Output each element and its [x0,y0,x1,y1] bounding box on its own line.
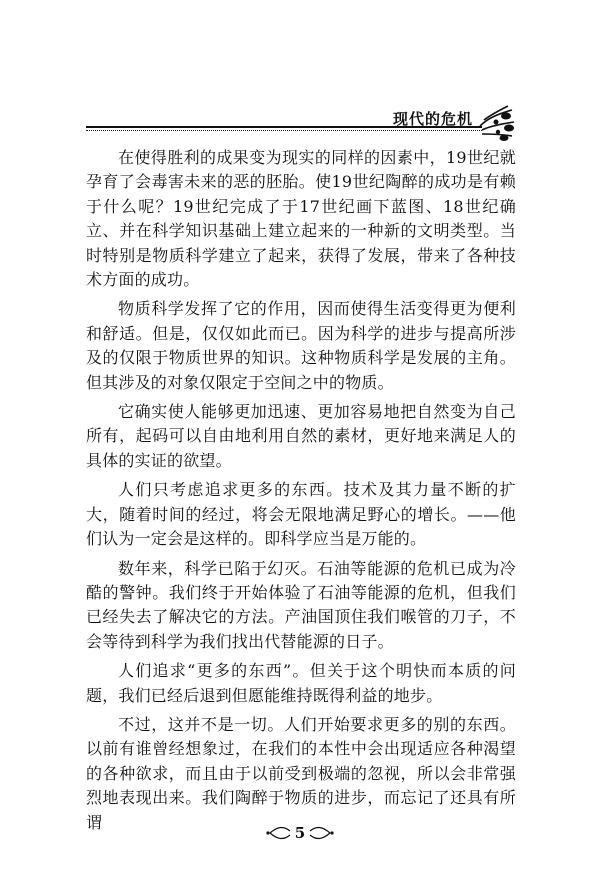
header-ornament-icon [476,104,518,144]
paragraph: 不过，这并不是一切。人们开始要求更多的别的东西。以前有谁曾经想象过，在我们的本性中会出现适应各种渴望的各种欲求，而且由于以前受到极端的忽视，所以会非常强烈地表现出来。我们陶醉于物质的进步，而忘记了还具有所谓 [86,714,516,832]
body-text [86,146,516,840]
paragraph: 人们追求“更多的东西”。但关于这个明快而本质的问题，我们已经后退到但愿能维持既得利益的地步。 [86,661,516,705]
page-number-block [250,822,350,844]
paragraph: 数年来，科学已陷于幻灭。石油等能源的危机已成为冷酷的警钟。我们终于开始体验了石油等能源的危机，但我们已经失去了解决它的方法。产油国顶住我们喉管的刀子，不会等待到科学为我们找出代替能源的日子。 [86,558,516,651]
paragraph: 在使得胜利的成果变为现实的同样的因素中，19世纪就孕育了会毒害未来的恶的胚胎。使19世纪陶醉的成功是有赖于什么呢？19世纪完成了于17世纪画下蓝图、18世纪确立、并在科学知识基础上建立起来的一种新的文明类型。当时特别是物质科学建立了起来，获得了发展，带来了各种技术方面的成功。 [86,148,516,290]
running-header-title: 现代的危机 [393,110,474,128]
header-rule-dotted [86,130,482,131]
page-number: 5 [294,824,306,842]
header-rule [86,126,482,128]
paragraph: 物质科学发挥了它的作用，因而使得生活变得更为便利和舒适。但是，仅仅如此而已。因为科学的进步与提高所涉及的仅限于物质世界的知识。这种物质科学是发展的主角。但其涉及的对象仅限定于空间之中的物质。 [86,299,516,392]
paragraph: 人们只考虑追求更多的东西。技术及其力量不断的扩大，随着时间的经过，将会无限地满足野心的增长。——他们认为一定会是这样的。即科学应当是万能的。 [86,480,516,549]
paragraph: 它确实使人能够更加迅速、更加容易地把自然变为自己所有，起码可以自由地利用自然的素材，更好地来满足人的具体的实证的欲望。 [86,402,516,470]
